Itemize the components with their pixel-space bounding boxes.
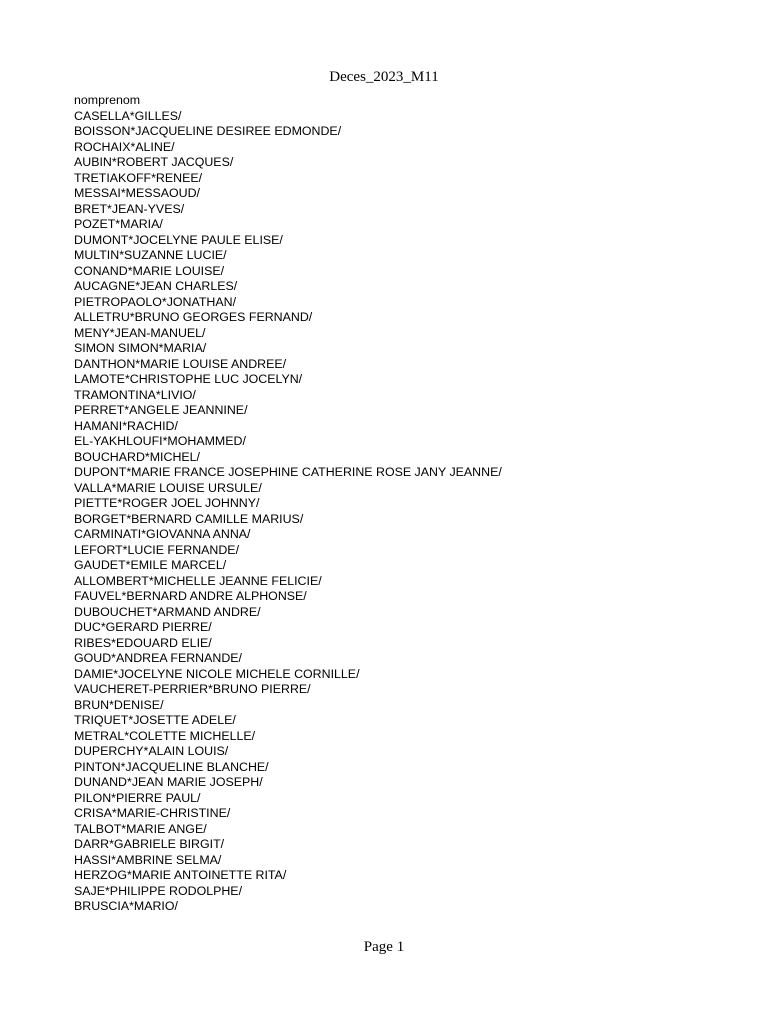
list-item: ROCHAIX*ALINE/: [74, 139, 175, 154]
list-item: RIBES*EDOUARD ELIE/: [74, 635, 212, 650]
list-item: AUBIN*ROBERT JACQUES/: [74, 155, 234, 169]
list-item: LEFORT*LUCIE FERNANDE/: [74, 542, 240, 557]
list-item: LAMOTE*CHRISTOPHE LUC JOCELYN/: [74, 372, 303, 386]
list-item: CARMINATI*GIOVANNA ANNA/: [74, 527, 251, 541]
list-item: AUCAGNE*JEAN CHARLES/: [74, 279, 238, 293]
column-header: nomprenom: [74, 93, 141, 107]
list-item: DUMONT*JOCELYNE PAULE ELISE/: [74, 232, 283, 247]
list-item: PINTON*JACQUELINE BLANCHE/: [74, 759, 269, 774]
list-item: DUPONT*MARIE FRANCE JOSEPHINE CATHERINE ROSE JANY JEANNE/: [74, 465, 502, 479]
list-item: CRISA*MARIE-CHRISTINE/: [74, 806, 231, 820]
list-item: TRETIAKOFF*RENEE/: [74, 170, 203, 185]
page-footer: Page 1: [363, 939, 405, 955]
name-rows: [74, 109, 734, 915]
list-item: POZET*MARIA/: [74, 217, 163, 231]
list-item: HASSI*AMBRINE SELMA/: [74, 852, 222, 867]
list-item: VAUCHERET-PERRIER*BRUNO PIERRE/: [74, 682, 311, 696]
list-item: CONAND*MARIE LOUISE/: [74, 263, 225, 278]
list-item: FAUVEL*BERNARD ANDRE ALPHONSE/: [74, 589, 307, 603]
list-item: PIETROPAOLO*JONATHAN/: [74, 294, 237, 309]
list-item: PERRET*ANGELE JEANNINE/: [74, 403, 248, 417]
list-item: TRAMONTINA*LIVIO/: [74, 387, 196, 402]
list-item: DUBOUCHET*ARMAND ANDRE/: [74, 604, 261, 619]
list-item: DUC*GERARD PIERRE/: [74, 620, 212, 634]
list-item: MESSAI*MESSAOUD/: [74, 186, 200, 200]
list-item: TALBOT*MARIE ANGE/: [74, 821, 207, 836]
list-item: DAMIE*JOCELYNE NICOLE MICHELE CORNILLE/: [74, 666, 360, 681]
page-header-title: Deces_2023_M11: [329, 69, 439, 85]
list-item: BORGET*BERNARD CAMILLE MARIUS/: [74, 511, 304, 526]
list-item: METRAL*COLETTE MICHELLE/: [74, 728, 256, 743]
list-item: DUNAND*JEAN MARIE JOSEPH/: [74, 775, 263, 789]
list-item: CASELLA*GILLES/: [74, 108, 182, 123]
list-item: MENY*JEAN-MANUEL/: [74, 325, 206, 340]
list-item: PIETTE*ROGER JOEL JOHNNY/: [74, 496, 260, 510]
list-item: DARR*GABRIELE BIRGIT/: [74, 837, 225, 851]
list-item: SAJE*PHILIPPE RODOLPHE/: [74, 883, 243, 898]
name-list: [74, 93, 734, 915]
list-item: HAMANI*RACHID/: [74, 418, 178, 433]
list-item: PILON*PIERRE PAUL/: [74, 790, 201, 805]
list-item: BRUN*DENISE/: [74, 697, 164, 712]
list-item: DANTHON*MARIE LOUISE ANDREE/: [74, 356, 287, 371]
list-item: ALLETRU*BRUNO GEORGES FERNAND/: [74, 310, 313, 324]
list-item: GAUDET*EMILE MARCEL/: [74, 558, 227, 572]
list-item: EL-YAKHLOUFI*MOHAMMED/: [74, 434, 246, 448]
list-item: BRET*JEAN-YVES/: [74, 201, 185, 216]
list-item: HERZOG*MARIE ANTOINETTE RITA/: [74, 868, 287, 882]
list-item: BOISSON*JACQUELINE DESIREE EDMONDE/: [74, 124, 342, 138]
list-item: ALLOMBERT*MICHELLE JEANNE FELICIE/: [74, 573, 322, 588]
list-item: BOUCHARD*MICHEL/: [74, 449, 200, 464]
list-item: BRUSCIA*MARIO/: [74, 899, 178, 913]
list-item: MULTIN*SUZANNE LUCIE/: [74, 248, 227, 262]
list-item: DUPERCHY*ALAIN LOUIS/: [74, 744, 229, 758]
list-item: VALLA*MARIE LOUISE URSULE/: [74, 480, 262, 495]
list-item: SIMON SIMON*MARIA/: [74, 341, 207, 355]
list-item: TRIQUET*JOSETTE ADELE/: [74, 713, 236, 727]
list-item: GOUD*ANDREA FERNANDE/: [74, 651, 242, 665]
